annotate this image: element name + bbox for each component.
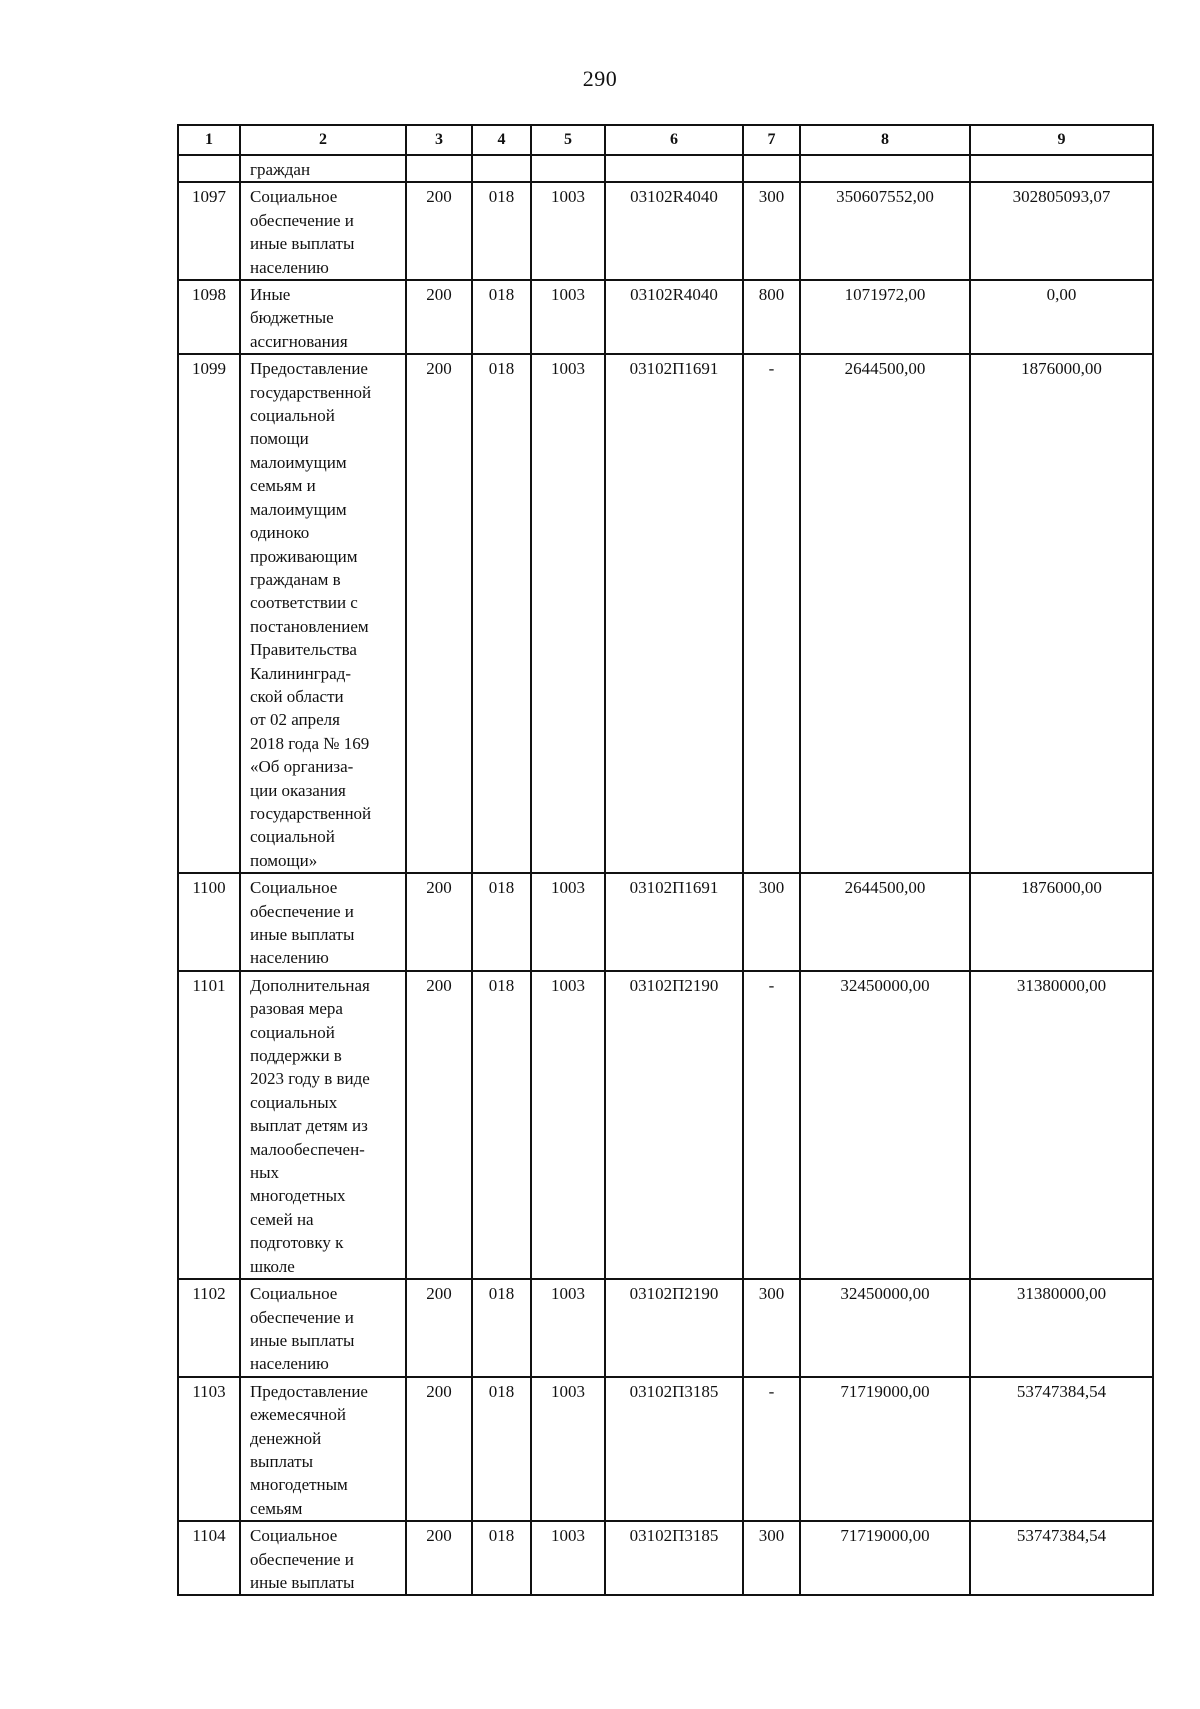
amount-cell: 32450000,00 <box>800 1279 970 1377</box>
code-cell: 200 <box>406 354 472 873</box>
code-cell: 1003 <box>531 182 605 280</box>
row-number-cell: 1101 <box>178 971 240 1279</box>
description-line: Дополнительная <box>250 975 370 995</box>
code-cell: 03102R4040 <box>605 182 743 280</box>
description-line: 2023 году в виде <box>250 1069 370 1089</box>
column-header: 6 <box>605 125 743 155</box>
row-number-cell: 1097 <box>178 182 240 280</box>
row-number-cell: 1100 <box>178 873 240 971</box>
column-header: 9 <box>970 125 1153 155</box>
table-row <box>178 873 1153 971</box>
code-cell: 03102П1691 <box>605 354 743 873</box>
column-header: 3 <box>406 125 472 155</box>
table-row <box>178 280 1153 354</box>
amount-cell: 1876000,00 <box>970 354 1153 873</box>
amount-cell: 32450000,00 <box>800 971 970 1279</box>
code-cell: 03102П3185 <box>605 1521 743 1595</box>
amount-cell: 1876000,00 <box>970 873 1153 971</box>
description-line: обеспечение и <box>250 210 354 230</box>
description-line: ции оказания <box>250 780 346 800</box>
description-line: обеспечение и <box>250 901 354 921</box>
amount-cell: 2644500,00 <box>800 873 970 971</box>
table-row <box>178 354 1153 873</box>
description-line: населению <box>250 948 329 968</box>
description-line: государственной <box>250 382 372 402</box>
code-cell: 1003 <box>531 1521 605 1595</box>
code-cell: 1003 <box>531 873 605 971</box>
table-row <box>178 1279 1153 1377</box>
budget-table <box>177 124 1154 1596</box>
code-cell: 03102П2190 <box>605 1279 743 1377</box>
code-cell: 200 <box>406 1279 472 1377</box>
column-header: 7 <box>743 125 800 155</box>
amount-cell: 71719000,00 <box>800 1377 970 1521</box>
code-cell: 200 <box>406 1377 472 1521</box>
description-line: школе <box>250 1256 295 1276</box>
description-line: Предоставление <box>250 359 368 379</box>
column-header: 1 <box>178 125 240 155</box>
code-cell: 018 <box>472 873 531 971</box>
row-number-cell: 1099 <box>178 354 240 873</box>
code-cell: 1003 <box>531 280 605 354</box>
description-line: проживающим <box>250 546 358 566</box>
code-cell: 200 <box>406 971 472 1279</box>
description-line: разовая мера <box>250 999 343 1019</box>
description-line: от 02 апреля <box>250 710 340 730</box>
description-line: Социальное <box>250 878 338 898</box>
code-cell: - <box>743 1377 800 1521</box>
column-header: 2 <box>240 125 406 155</box>
description-line: иные выплаты <box>250 1330 355 1350</box>
description-line: многодетных <box>250 1186 346 1206</box>
code-cell: - <box>743 971 800 1279</box>
code-cell: 018 <box>472 1377 531 1521</box>
amount-cell: 31380000,00 <box>970 971 1153 1279</box>
description-line: социальной <box>250 406 335 426</box>
code-cell: 018 <box>472 971 531 1279</box>
row-number-cell: 1103 <box>178 1377 240 1521</box>
description-line: гражданам в <box>250 569 341 589</box>
row-number-cell: 1102 <box>178 1279 240 1377</box>
row-number-cell: 1098 <box>178 280 240 354</box>
description-line: социальной <box>250 827 335 847</box>
amount-cell: 53747384,54 <box>970 1377 1153 1521</box>
description-line: населению <box>250 1354 329 1374</box>
table-row <box>178 182 1153 280</box>
description-cell <box>240 1377 406 1521</box>
description-line: иные выплаты <box>250 925 355 944</box>
description-line: обеспечение и <box>250 1549 354 1569</box>
description-line: ежемесячной <box>250 1405 346 1425</box>
continuation-row <box>178 155 1153 182</box>
description-line: Социальное <box>250 187 338 207</box>
description-line: малоимущим <box>250 499 347 519</box>
amount-cell: 2644500,00 <box>800 354 970 873</box>
code-cell: 300 <box>743 873 800 971</box>
code-cell: 200 <box>406 1521 472 1595</box>
code-cell: 018 <box>472 280 531 354</box>
description-line: выплаты <box>250 1451 313 1471</box>
code-cell: 800 <box>743 280 800 354</box>
amount-cell: 31380000,00 <box>970 1279 1153 1377</box>
description-line: выплат детям из <box>250 1116 368 1136</box>
description-line: социальной <box>250 1022 335 1042</box>
code-cell: 200 <box>406 182 472 280</box>
description-line: бюджетные <box>250 308 334 328</box>
code-cell: - <box>743 354 800 873</box>
code-cell: 018 <box>472 182 531 280</box>
code-cell: 03102R4040 <box>605 280 743 354</box>
code-cell: 300 <box>743 1279 800 1377</box>
code-cell: 300 <box>743 182 800 280</box>
description-line: иные выплаты <box>250 234 355 254</box>
code-cell: 1003 <box>531 354 605 873</box>
description-line: Социальное <box>250 1526 338 1546</box>
table-row <box>178 971 1153 1279</box>
amount-cell: 350607552,00 <box>800 182 970 280</box>
amount-cell: 53747384,54 <box>970 1521 1153 1595</box>
description-line: ской области <box>250 686 344 706</box>
description-line: подготовку к <box>250 1233 344 1253</box>
table-header-row <box>178 125 1153 155</box>
column-header: 4 <box>472 125 531 155</box>
description-line: населению <box>250 257 329 277</box>
description-cell <box>240 1279 406 1377</box>
amount-cell: 71719000,00 <box>800 1521 970 1595</box>
description-line: 2018 года № 169 <box>250 733 370 753</box>
description-line: ных <box>250 1163 280 1183</box>
description-line: постановлением <box>250 616 369 636</box>
code-cell: 200 <box>406 873 472 971</box>
code-cell: 018 <box>472 354 531 873</box>
description-line: Калининград- <box>250 663 352 683</box>
description-line: иные выплаты <box>250 1572 355 1592</box>
description-line: многодетным <box>250 1475 348 1495</box>
description-line: соответствии с <box>250 593 358 613</box>
description-line: одиноко <box>250 523 310 543</box>
description-line: малообеспечен- <box>250 1139 365 1159</box>
description-line: помощи <box>250 429 309 449</box>
row-number-cell: 1104 <box>178 1521 240 1595</box>
code-cell: 200 <box>406 280 472 354</box>
description-cell <box>240 280 406 354</box>
description-line: ассигнования <box>250 331 348 351</box>
table-row <box>178 1377 1153 1521</box>
description-cell <box>240 1521 406 1595</box>
description-line: малоимущим <box>250 452 347 472</box>
code-cell: 018 <box>472 1521 531 1595</box>
description-line: Правительства <box>250 640 357 660</box>
description-cell <box>240 971 406 1279</box>
code-cell: 1003 <box>531 1377 605 1521</box>
code-cell: 018 <box>472 1279 531 1377</box>
table-row <box>178 1521 1153 1595</box>
code-cell: 300 <box>743 1521 800 1595</box>
code-cell: 03102П1691 <box>605 873 743 971</box>
description-cell <box>240 354 406 873</box>
code-cell: 03102П3185 <box>605 1377 743 1521</box>
column-header: 8 <box>800 125 970 155</box>
description-line: поддержки в <box>250 1046 342 1066</box>
description-cell <box>240 873 406 971</box>
description-line: социальных <box>250 1092 338 1112</box>
description-line: Иные <box>250 285 291 305</box>
description-line: семей на <box>250 1209 314 1229</box>
code-cell: 1003 <box>531 971 605 1279</box>
page-number: 290 <box>582 66 618 91</box>
description-line: Предоставление <box>250 1381 368 1401</box>
continuation-text: граждан <box>240 155 406 182</box>
description-line: «Об организа- <box>250 757 354 777</box>
column-header: 5 <box>531 125 605 155</box>
amount-cell: 0,00 <box>970 280 1153 354</box>
amount-cell: 302805093,07 <box>970 182 1153 280</box>
amount-cell: 1071972,00 <box>800 280 970 354</box>
description-line: семьям <box>250 1498 303 1518</box>
description-cell <box>240 182 406 280</box>
description-line: семьям и <box>250 476 316 496</box>
description-line: помощи» <box>250 850 318 870</box>
description-line: Социальное <box>250 1284 338 1304</box>
description-line: денежной <box>250 1428 322 1448</box>
description-line: государственной <box>250 803 372 823</box>
code-cell: 1003 <box>531 1279 605 1377</box>
description-line: обеспечение и <box>250 1307 354 1327</box>
code-cell: 03102П2190 <box>605 971 743 1279</box>
